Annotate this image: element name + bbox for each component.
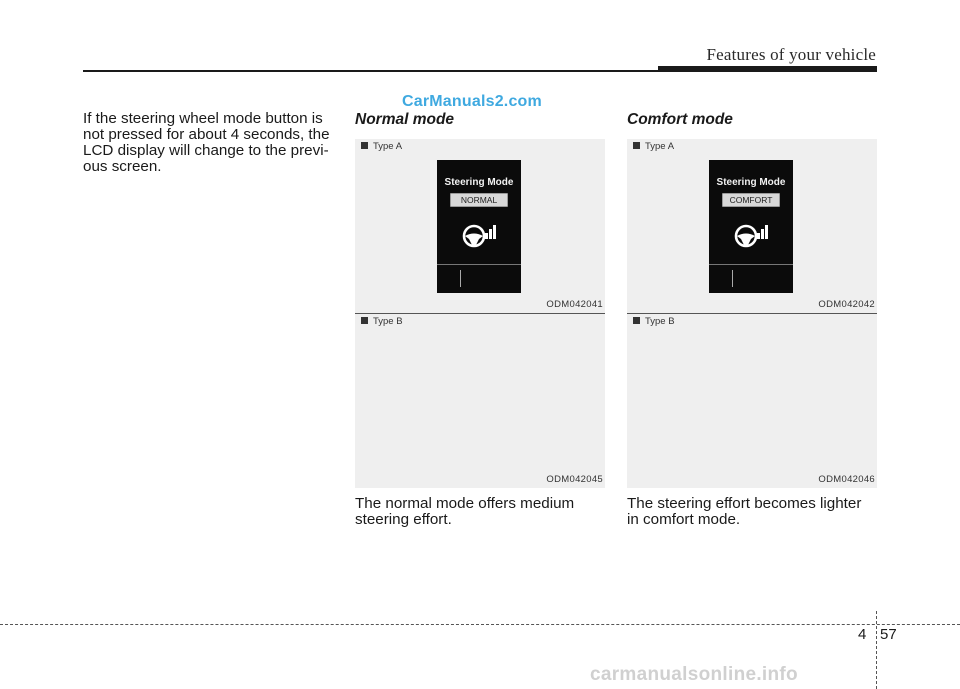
type-a-label: Type A xyxy=(633,141,674,152)
steering-wheel-icon xyxy=(734,220,770,248)
type-b-label: Type B xyxy=(633,316,675,327)
normal-mode-heading: Normal mode xyxy=(355,111,455,128)
figure-code: ODM042042 xyxy=(818,299,875,310)
footer-watermark: carmanualsonline.info xyxy=(590,664,798,685)
intro-line: LCD display will change to the previ- xyxy=(83,142,329,159)
comfort-line: The steering effort becomes lighter xyxy=(627,495,862,512)
lcd-title: Steering Mode xyxy=(716,177,786,188)
square-bullet-icon xyxy=(633,317,640,324)
intro-paragraph xyxy=(83,111,335,175)
square-bullet-icon xyxy=(361,142,368,149)
comfort-mode-heading: Comfort mode xyxy=(627,111,733,128)
lcd-divider xyxy=(437,264,521,265)
lcd-mode-box: COMFORT xyxy=(722,193,780,207)
square-bullet-icon xyxy=(361,317,368,324)
intro-line: ous screen. xyxy=(83,158,162,175)
page-number: 57 xyxy=(880,626,897,643)
figure-code: ODM042045 xyxy=(546,474,603,485)
header-rule-thin xyxy=(83,70,661,72)
figure-code: ODM042041 xyxy=(546,299,603,310)
comfort-type-b-figure xyxy=(627,314,877,488)
normal-line: steering effort. xyxy=(355,511,452,528)
comfort-mode-paragraph xyxy=(627,496,877,528)
watermark-link[interactable]: CarManuals2.com xyxy=(402,93,542,110)
type-b-label: Type B xyxy=(361,316,403,327)
intro-line: not pressed for about 4 seconds, the xyxy=(83,126,330,143)
lcd-title: Steering Mode xyxy=(444,177,514,188)
lcd-divider xyxy=(709,264,793,265)
normal-line: The normal mode offers medium xyxy=(355,495,575,512)
running-header: Features of your vehicle xyxy=(706,45,876,64)
normal-mode-paragraph xyxy=(355,496,605,528)
comfort-line: in comfort mode. xyxy=(627,511,741,528)
comfort-type-a-figure xyxy=(627,139,877,313)
lcd-bar xyxy=(460,270,461,287)
page-number-divider xyxy=(876,611,877,689)
footer-rule xyxy=(0,624,960,625)
lcd-display xyxy=(437,160,521,293)
square-bullet-icon xyxy=(633,142,640,149)
normal-type-b-figure xyxy=(355,314,605,488)
intro-line: If the steering wheel mode button is xyxy=(83,110,323,127)
type-a-label: Type A xyxy=(361,141,402,152)
chapter-number: 4 xyxy=(858,626,867,643)
normal-type-a-figure xyxy=(355,139,605,313)
header-rule-thick xyxy=(658,66,877,72)
lcd-bar xyxy=(732,270,733,287)
steering-wheel-icon xyxy=(462,220,498,248)
lcd-display xyxy=(709,160,793,293)
figure-code: ODM042046 xyxy=(818,474,875,485)
lcd-mode-box: NORMAL xyxy=(450,193,508,207)
